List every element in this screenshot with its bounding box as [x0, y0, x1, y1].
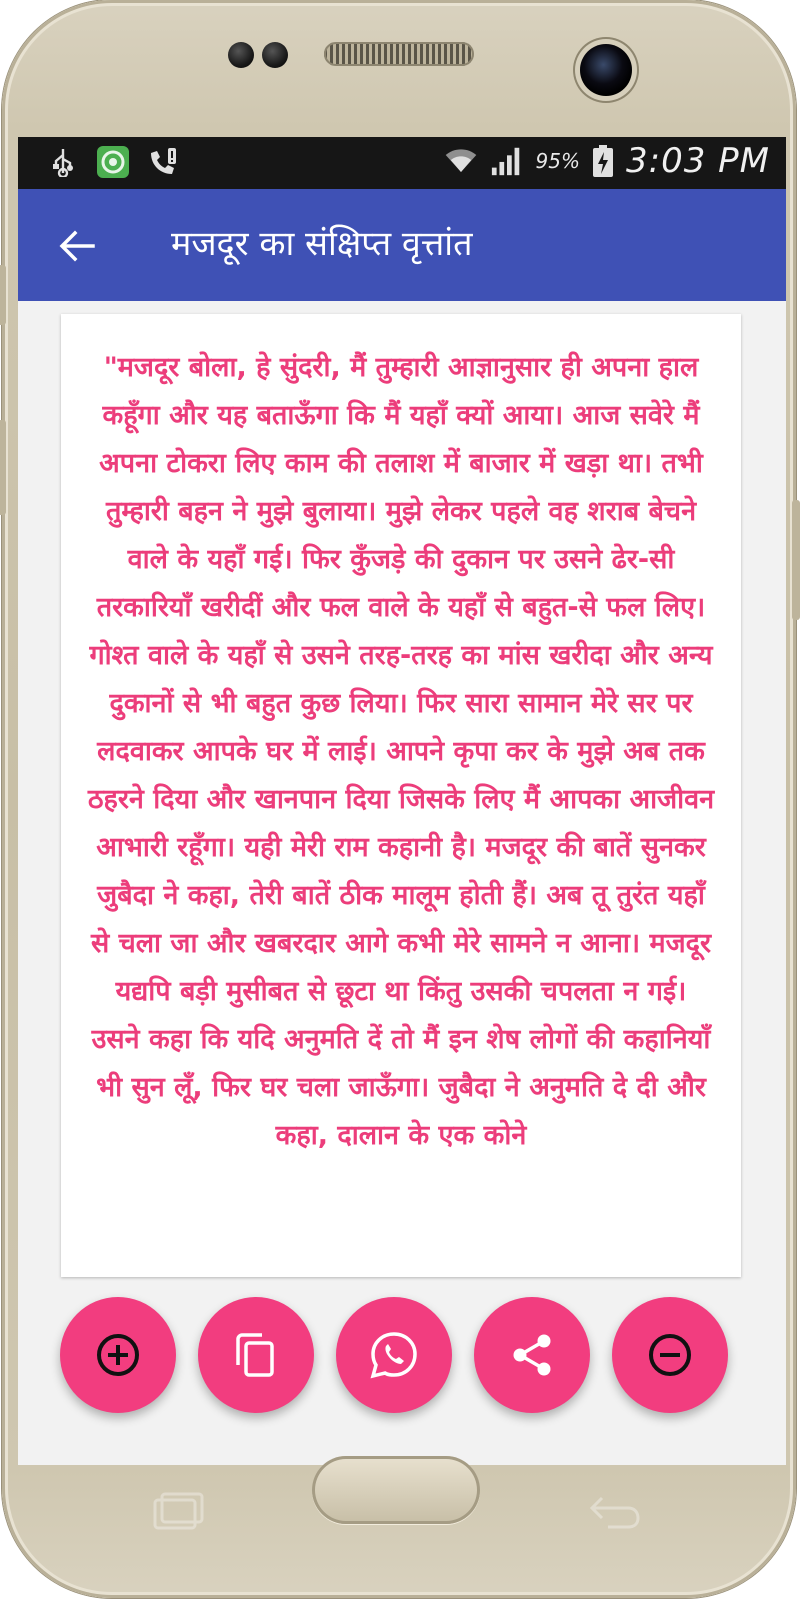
back-button[interactable] — [50, 219, 104, 273]
volume-key-long — [0, 420, 6, 515]
power-key — [792, 500, 800, 620]
share-icon — [508, 1331, 556, 1379]
story-text: "मजदूर बोला, हे सुंदरी, मैं तुम्हारी आज्ञानुसार ही अपना हाल कहूँगा और यह बताऊँगा कि मैं यहाँ क्यों आया। आज सवेरे मैं अपना टोकरा लिए काम की तलाश में बाजार में खड़ा था। तभी तुम्हारी बहन ने मुझे बुलाया। मुझे लेकर पहले वह शराब बेचने वाले के यहाँ गई। फिर कुँजड़े की दुकान पर उसने ढेर-सी तरकारियाँ खरीदीं और फल वाले के यहाँ से बहुत-से फल लिए। गोश्त वाले के यहाँ से उसने तरह-तरह का मांस खरीदा और अन्य दुकानों से भी बहुत कुछ लिया। फिर सारा सामान मेरे सर पर लदवाकर आपके घर में लाई। आपने कृपा कर के मुझे अब तक ठहरने दिया और खानपान दिया जिसके लिए मैं आपका आजीवन आभारी रहूँगा। यही मेरी राम कहानी है। मजदूर की बातें सुनकर जुबैदा ने कहा, तेरी बातें ठीक मालूम होती हैं। अब तू तुरंत यहाँ से चला जा और खबरदार आगे कभी मेरे सामने न आना। मजदूर यद्यपि बड़ी मुसीबत से छूटा था किंतु उसकी चपलता न गई। उसने कहा कि यदि अनुमति दें तो मैं इन शेष लोगों की कहानियाँ भी सुन लूँ, फिर घर चला जाऊँगा। जुबैदा ने अनुमति दे दी और कहा, दालान के एक कोने — [87, 352, 715, 1151]
whatsapp-button[interactable] — [336, 1297, 452, 1413]
signal-icon — [490, 144, 524, 178]
action-bar — [18, 1297, 786, 1417]
sensor-icon — [228, 42, 254, 68]
battery-icon — [592, 144, 614, 178]
sensor-icon — [262, 42, 288, 68]
app-bar — [18, 189, 786, 301]
recent-apps-icon[interactable] — [152, 1490, 206, 1534]
sensor-dots — [228, 42, 288, 68]
copy-button[interactable] — [198, 1297, 314, 1413]
front-camera — [580, 44, 632, 96]
phone-frame — [2, 0, 796, 1598]
usb-icon — [46, 145, 80, 179]
page-title: मजदूर का संक्षिप्त वृत्तांत — [171, 224, 473, 264]
wifi-icon — [444, 144, 478, 178]
zoom-in-button[interactable] — [60, 1297, 176, 1413]
minus-circle-icon — [646, 1331, 694, 1379]
back-nav-icon[interactable] — [588, 1490, 642, 1534]
battery-percent: 95% — [535, 149, 580, 173]
volume-key — [0, 265, 6, 325]
camera-app-icon — [96, 145, 130, 179]
story-card — [61, 314, 741, 1277]
missed-call-icon — [146, 145, 180, 179]
home-button[interactable] — [312, 1456, 480, 1524]
plus-circle-icon — [94, 1331, 142, 1379]
status-time: 3:03 PM — [626, 141, 770, 181]
arrow-left-icon — [59, 230, 95, 262]
whatsapp-icon — [368, 1329, 420, 1381]
share-button[interactable] — [474, 1297, 590, 1413]
status-bar — [18, 137, 786, 189]
zoom-out-button[interactable] — [612, 1297, 728, 1413]
copy-icon — [232, 1331, 280, 1379]
earpiece-speaker — [324, 42, 474, 66]
screen — [18, 137, 786, 1465]
